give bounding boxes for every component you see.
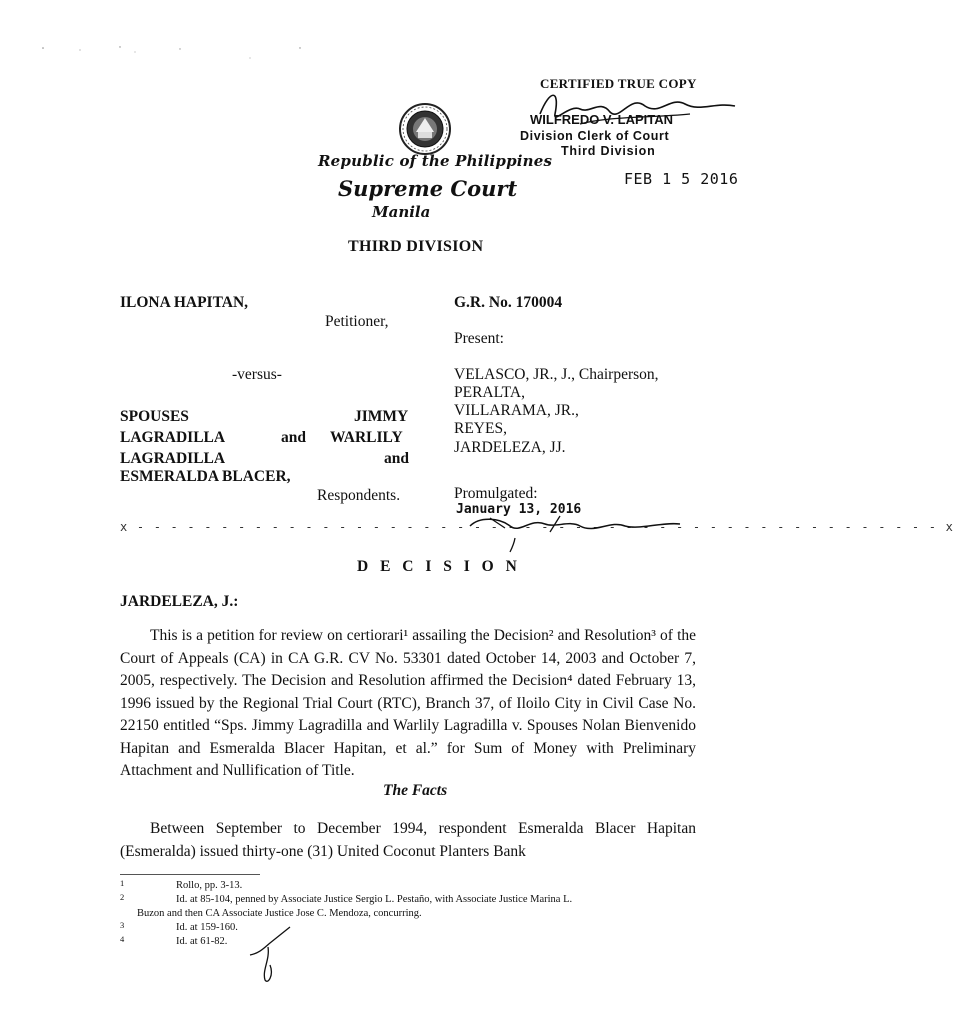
petitioner-role: Petitioner, [325,313,389,330]
footnote-4-text: Id. at 61-82. [176,936,228,947]
clerk-division: Third Division [561,144,656,158]
footnote-3-text: Id. at 159-160. [176,922,238,933]
respondents-line-2b: WARLILY [330,429,403,446]
paragraph-2 [120,818,696,863]
promulgated-date: January 13, 2016 [456,502,582,517]
present-label: Present: [454,330,504,347]
decision-title: D E C I S I O N [357,558,521,575]
gr-number: G.R. No. 170004 [454,294,563,311]
footnote-2-text: Id. at 85-104, penned by Associate Justice Sergio L. Pestaño, with Associate Justice Marina L. [176,894,573,905]
facts-heading: The Facts [383,782,448,799]
republic-heading: Republic of the Philippines [318,152,553,170]
marginal-initial [240,925,310,985]
paragraph-2-text: Between September to December 1994, respondent Esmeralda Blacer Hapitan (Esmeralda) issued thirty-one (31) United Coconut Planters Bank [120,820,696,860]
versus-label: -versus- [232,366,282,383]
respondents-line-1b: JIMMY [354,408,409,425]
respondents-line-4: ESMERALDA BLACER, [120,468,291,485]
clerk-name: WILFREDO V. LAPITAN [530,112,673,127]
respondents-role: Respondents. [317,487,401,504]
promulgation-signature [430,498,700,553]
respondents-line-2-and: and [281,429,306,446]
justice-villarama: VILLARAMA, JR., [454,402,579,419]
justice-reyes: REYES, [454,420,507,437]
paragraph-1-text: This is a petition for review on certiorari¹ assailing the Decision² and Resolution³ of the Court of Appeals (CA) in CA G.R. CV No. 53301 dated October 14, 2003 and October 7, 2005, respectively. The Decision and Resolution affirmed the Decision⁴ dated February 13, 1996 issued by the Regional Trial Court (RTC), Branch 37, of Iloilo City in Civil Case No. 22150 entitled “Sps. Jimmy Lagradilla and Warlily Lagradilla v. Spouses Nolan Bienvenido Hapitan and Esmeralda Blacer Hapitan, et al.” for Sum of Money with Preliminary Attachment and Nullification of Title. [120,627,696,779]
ponente: JARDELEZA, J.: [120,593,239,610]
petitioner-name: ILONA HAPITAN, [120,294,249,311]
respondents-line-3-and: and [384,450,409,467]
footnote-rule [120,874,260,875]
scan-specks [40,44,340,64]
division-heading: THIRD DIVISION [348,238,484,255]
justice-peralta: PERALTA, [454,384,525,401]
clerk-role: Division Clerk of Court [520,129,670,143]
justice-velasco: VELASCO, JR., J., Chairperson, [454,366,659,383]
footnote-4-number: 4 [120,934,125,944]
respondents-line-3a: LAGRADILLA [120,450,226,467]
caption-separator: x - - - - - - - - - - - - - - - - - - - - - - - - - - - - - - - - - - - - - - - - - - - - - - - - x [120,520,954,534]
promulgated-label: Promulgated: [454,485,538,502]
footnote-2-number: 2 [120,892,125,902]
certification-date-stamp: FEB 1 5 2016 [624,170,739,188]
footnote-2-continued: Buzon and then CA Associate Justice Jose C. Mendoza, concurring. [137,908,422,919]
footnote-1-text: Rollo, pp. 3-13. [176,880,243,891]
court-heading: Supreme Court [338,176,518,201]
city-heading: Manila [372,203,431,221]
supreme-court-seal [398,102,452,156]
justice-jardeleza: JARDELEZA, JJ. [454,439,566,456]
respondents-line-1a: SPOUSES [120,408,189,425]
respondents-line-2a: LAGRADILLA [120,429,226,446]
footnote-1-number: 1 [120,878,125,888]
paragraph-1 [120,625,696,783]
footnote-3-number: 3 [120,920,125,930]
certified-true-copy-label: CERTIFIED TRUE COPY [540,76,697,91]
